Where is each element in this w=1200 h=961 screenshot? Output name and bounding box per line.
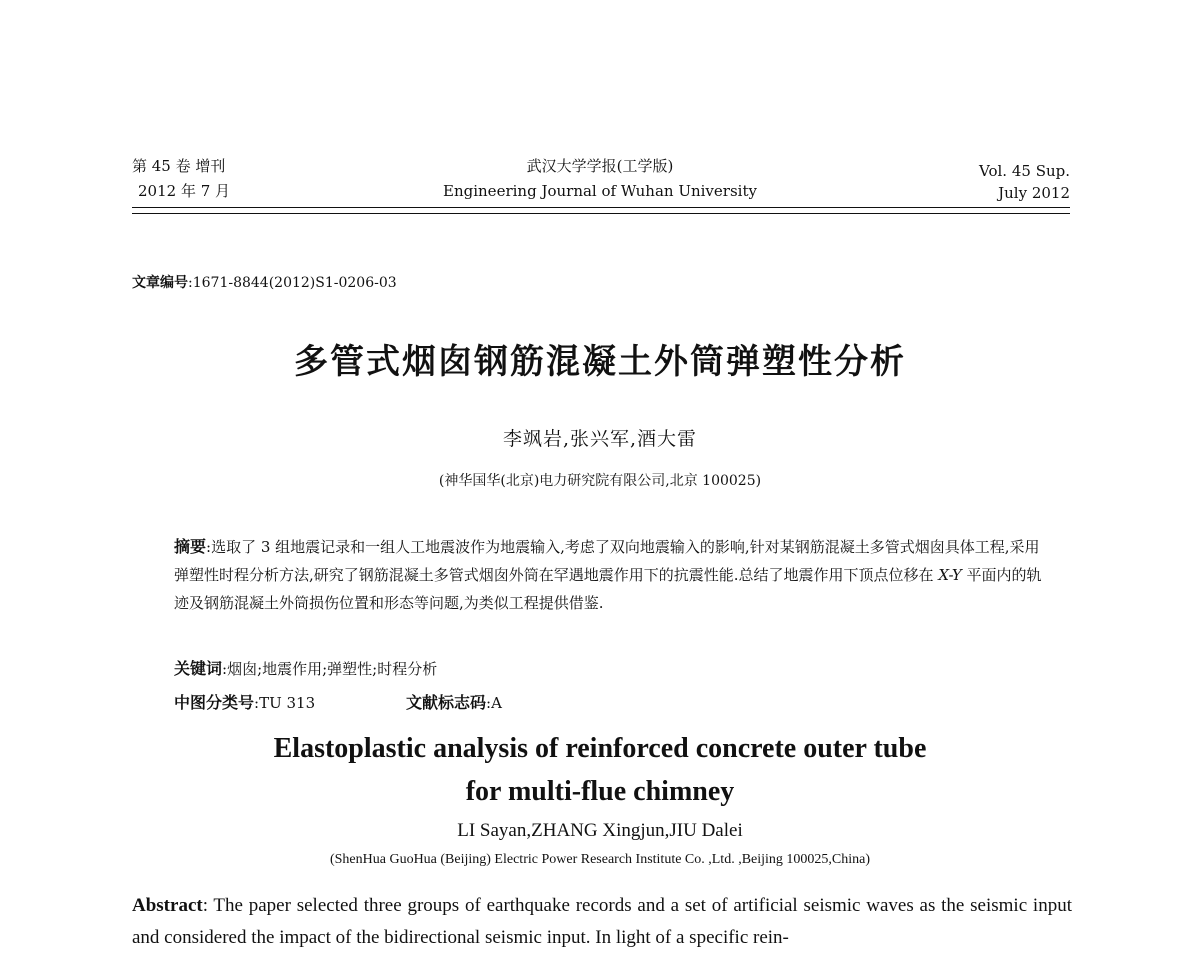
- affiliation-en: (ShenHua GuoHua (Beijing) Electric Power Research Institute Co. ,Ltd. ,Beijing 100025,China): [329, 852, 871, 867]
- keywords-cn-label: 关键词: [174, 659, 223, 678]
- date-en: July 2012: [998, 184, 1070, 202]
- authors-en: LI Sayan,ZHANG Xingjun,JIU Dalei: [457, 820, 743, 841]
- volume-en: Vol. 45 Sup.: [979, 162, 1070, 180]
- keywords-cn: [174, 656, 437, 679]
- publication-date: 2012 年 7 月: [138, 182, 231, 200]
- affiliation-cn: (神华国华(北京)电力研究院有限公司,北京 100025): [438, 473, 762, 489]
- title-cn: 多管式烟囱钢筋混凝土外筒弹塑性分析: [294, 342, 906, 382]
- volume-issue: 第 45 卷 增刊: [132, 157, 226, 175]
- title-en-line-1: Elastoplastic analysis of reinforced concrete outer tube: [273, 733, 927, 764]
- header-rule-bottom: [132, 213, 1070, 214]
- classification-number: [174, 690, 315, 713]
- clc-value: :TU 313: [254, 694, 316, 712]
- abstract-cn-text-italic: X-Y: [938, 566, 962, 584]
- doc-code-value: :A: [486, 694, 502, 712]
- clc-label: 中图分类号: [174, 693, 255, 712]
- abstract-en-text: : The paper selected three groups of earthquake records and a set of artificial seismic waves as the seismic input and considered the impact of the bidirectional seismic input. In light of a specific rein-: [132, 895, 1072, 948]
- document-code: [406, 690, 502, 713]
- authors-cn: 李飒岩,张兴军,酒大雷: [502, 428, 698, 450]
- keywords-cn-value: :烟囱;地震作用;弹塑性;时程分析: [222, 660, 438, 678]
- header-rule-top: [132, 207, 1070, 208]
- article-id-label: 文章编号: [132, 275, 188, 291]
- title-en-line-2: for multi-flue chimney: [465, 776, 735, 807]
- abstract-en: [132, 890, 1072, 954]
- abstract-cn-text-1: :选取了 3 组地震记录和一组人工地震波作为地震输入,考虑了双向地震输入的影响,针对某钢筋混凝土多管式烟囱具体工程,采用弹塑性时程分析方法,研究了钢筋混凝土多管式烟囱外筒在罕遇地震作用下的抗震性能.总结了地震作用下顶点位移在: [174, 538, 1040, 584]
- abstract-cn: [174, 533, 1042, 617]
- abstract-cn-label: 摘要: [174, 537, 207, 556]
- article-id: [132, 272, 397, 292]
- article-id-value: :1671-8844(2012)S1-0206-03: [188, 275, 397, 291]
- journal-name-en: Engineering Journal of Wuhan University: [443, 182, 757, 200]
- doc-code-label: 文献标志码: [406, 693, 487, 712]
- abstract-en-label: Abstract: [132, 895, 203, 916]
- abstract-cn-text-2: 平面内的轨迹及钢筋混凝土外筒损伤位置和形态等问题,为类似工程提供借鉴.: [174, 566, 1042, 612]
- journal-name-cn: 武汉大学学报(工学版): [526, 157, 674, 175]
